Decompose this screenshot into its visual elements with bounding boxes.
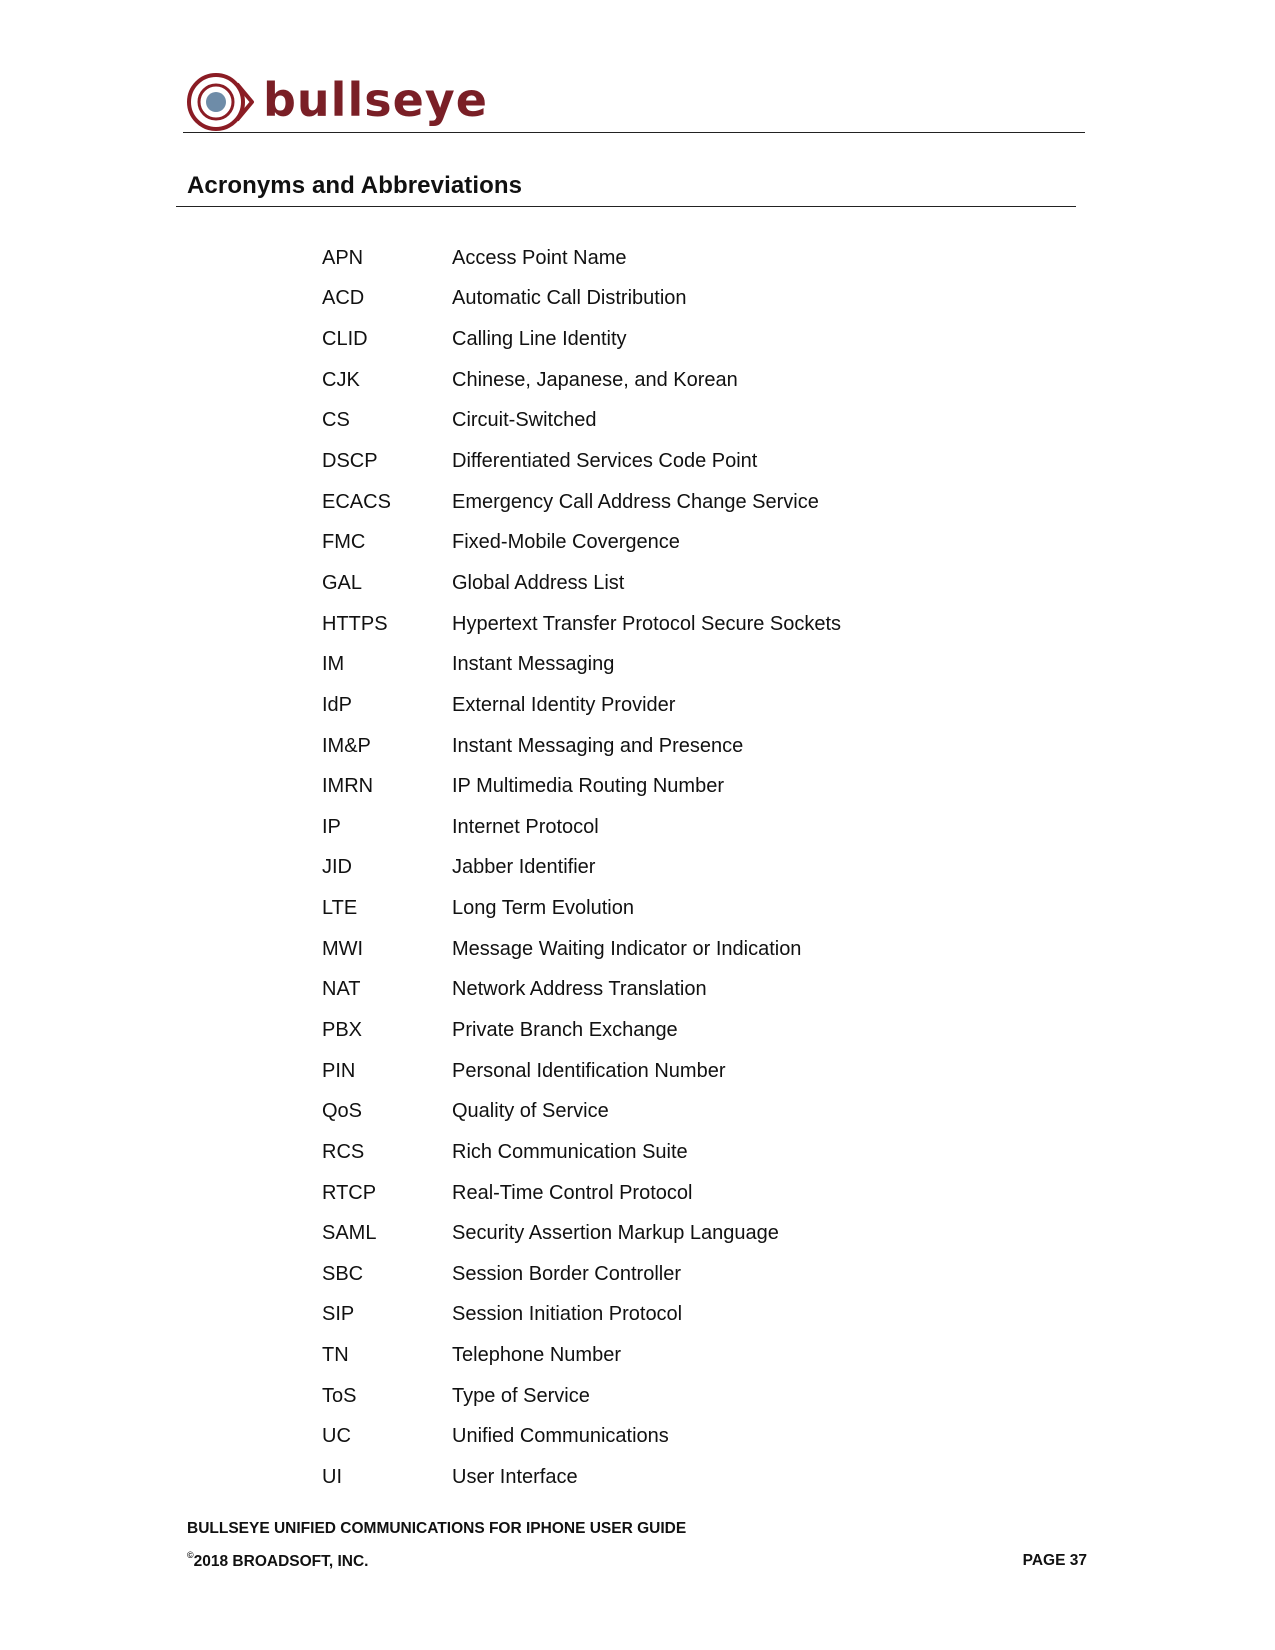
- acronym-term: IM&P: [322, 734, 371, 757]
- acronym-definition: Access Point Name: [452, 246, 627, 269]
- acronym-term: IM: [322, 653, 345, 676]
- acronym-term: NAT: [322, 978, 361, 1001]
- acronym-term: CJK: [322, 368, 360, 391]
- acronym-definition: Session Initiation Protocol: [452, 1303, 683, 1326]
- list-item: [322, 1051, 1022, 1092]
- acronym-definition: Type of Service: [452, 1384, 590, 1407]
- acronym-term: ToS: [322, 1384, 357, 1407]
- acronym-term: UC: [322, 1425, 351, 1448]
- acronym-term: JID: [322, 856, 352, 879]
- acronym-definition: Jabber Identifier: [452, 856, 596, 879]
- list-item: [322, 482, 1022, 523]
- acronym-term: IMRN: [322, 775, 374, 798]
- list-item: [322, 1376, 1022, 1417]
- list-item: [322, 970, 1022, 1011]
- acronym-term: ACD: [322, 287, 365, 310]
- acronym-definition: Unified Communications: [452, 1425, 669, 1448]
- list-item: [322, 1295, 1022, 1336]
- list-item: [322, 1132, 1022, 1173]
- acronym-definition: Calling Line Identity: [452, 328, 627, 351]
- acronym-definition: Circuit-Switched: [452, 409, 597, 432]
- footer-guide-title: BULLSEYE UNIFIED COMMUNICATIONS FOR IPHONE USER GUIDE: [187, 1520, 687, 1537]
- acronym-term: APN: [322, 246, 364, 269]
- acronym-definition: Real-Time Control Protocol: [452, 1181, 693, 1204]
- list-item: [322, 604, 1022, 645]
- acronym-term: FMC: [322, 531, 366, 554]
- list-item: [322, 1091, 1022, 1132]
- list-item: [322, 644, 1022, 685]
- list-item: [322, 1173, 1022, 1214]
- acronym-list: [322, 238, 1022, 1498]
- page-number: PAGE 37: [1022, 1552, 1087, 1569]
- page-header: [185, 70, 1085, 136]
- list-item: [322, 766, 1022, 807]
- acronym-term: QoS: [322, 1100, 363, 1123]
- acronym-definition: Differentiated Services Code Point: [452, 450, 758, 473]
- acronym-term: SBC: [322, 1262, 364, 1285]
- acronym-term: MWI: [322, 937, 364, 960]
- list-item: [322, 360, 1022, 401]
- list-item: [322, 441, 1022, 482]
- acronym-definition: Session Border Controller: [452, 1262, 681, 1285]
- acronym-definition: Rich Communication Suite: [452, 1140, 688, 1163]
- acronym-term: PBX: [322, 1018, 363, 1041]
- list-item: [322, 1010, 1022, 1051]
- footer-copyright-line: [187, 1552, 1087, 1571]
- acronym-term: TN: [322, 1344, 349, 1367]
- list-item: [322, 238, 1022, 279]
- acronym-term: IP: [322, 815, 341, 838]
- acronym-definition: Quality of Service: [452, 1100, 609, 1123]
- acronym-definition: External Identity Provider: [452, 693, 676, 716]
- bullseye-logo: [185, 70, 515, 134]
- bullseye-target-icon: [189, 75, 252, 129]
- acronym-term: SIP: [322, 1303, 355, 1326]
- acronym-term: CLID: [322, 328, 368, 351]
- acronym-term: CS: [322, 409, 350, 432]
- list-item: [322, 929, 1022, 970]
- list-item: [322, 726, 1022, 767]
- acronym-definition: Message Waiting Indicator or Indication: [452, 937, 802, 960]
- copyright-symbol: ©: [187, 1550, 194, 1560]
- acronym-definition: Hypertext Transfer Protocol Secure Sockets: [452, 612, 842, 635]
- acronym-definition: IP Multimedia Routing Number: [452, 775, 724, 798]
- acronym-definition: Automatic Call Distribution: [452, 287, 687, 310]
- acronym-term: LTE: [322, 897, 358, 920]
- acronym-term: DSCP: [322, 450, 378, 473]
- acronym-definition: Private Branch Exchange: [452, 1018, 678, 1041]
- acronym-term: RTCP: [322, 1181, 377, 1204]
- acronym-definition: Internet Protocol: [452, 815, 599, 838]
- header-divider: [183, 132, 1085, 133]
- list-item: [322, 279, 1022, 320]
- acronym-definition: Security Assertion Markup Language: [452, 1222, 779, 1245]
- acronym-definition: Network Address Translation: [452, 978, 707, 1001]
- acronym-definition: Global Address List: [452, 571, 625, 594]
- list-item: [322, 888, 1022, 929]
- list-item: [322, 1335, 1022, 1376]
- footer-copyright: 2018 BROADSOFT, INC.: [193, 1553, 369, 1571]
- acronym-definition: User Interface: [452, 1466, 578, 1489]
- acronym-definition: Long Term Evolution: [452, 897, 634, 920]
- page-title: Acronyms and Abbreviations: [187, 172, 523, 199]
- list-item: [322, 563, 1022, 604]
- acronym-definition: Telephone Number: [452, 1344, 621, 1367]
- acronym-term: SAML: [322, 1222, 377, 1245]
- acronym-definition: Chinese, Japanese, and Korean: [452, 368, 738, 391]
- logo-wordmark: bullseye: [263, 73, 488, 127]
- acronym-term: ECACS: [322, 490, 391, 513]
- acronym-definition: Instant Messaging and Presence: [452, 734, 744, 757]
- list-item: [322, 807, 1022, 848]
- list-item: [322, 848, 1022, 889]
- acronym-term: UI: [322, 1466, 342, 1489]
- list-item: [322, 401, 1022, 442]
- acronym-term: HTTPS: [322, 612, 388, 635]
- list-item: [322, 522, 1022, 563]
- acronym-term: RCS: [322, 1140, 365, 1163]
- list-item: [322, 1254, 1022, 1295]
- acronym-definition: Fixed-Mobile Covergence: [452, 531, 680, 554]
- list-item: [322, 685, 1022, 726]
- title-divider: [176, 206, 1076, 207]
- list-item: [322, 1417, 1022, 1458]
- acronym-definition: Instant Messaging: [452, 653, 615, 676]
- list-item: [322, 1213, 1022, 1254]
- acronym-term: PIN: [322, 1059, 356, 1082]
- list-item: [322, 319, 1022, 360]
- acronym-definition: Personal Identification Number: [452, 1059, 726, 1082]
- acronym-term: IdP: [322, 693, 353, 716]
- list-item: [322, 1457, 1022, 1498]
- acronym-term: GAL: [322, 571, 363, 594]
- acronym-definition: Emergency Call Address Change Service: [452, 490, 819, 513]
